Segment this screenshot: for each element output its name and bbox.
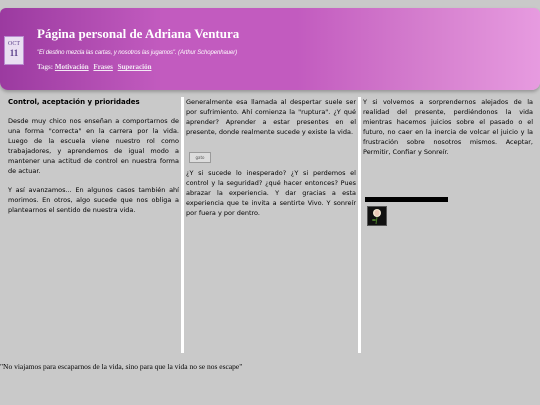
tag-superacion[interactable]: Superación xyxy=(117,63,152,71)
paragraph: Desde muy chico nos enseñan a comportarnos de una forma "correcta" en la carrera por la vida. Luego de la escuela viene nuestro rol como trabajadores, y aprendemos de igual modo a mantener una actitud de control en nuestra forma de actuar. xyxy=(8,117,179,175)
column-divider xyxy=(358,97,361,353)
flower-icon xyxy=(368,207,386,225)
tags-label: Tags: xyxy=(37,63,54,71)
column-divider xyxy=(181,97,184,353)
post-title: Control, aceptación y prioridades xyxy=(8,98,140,106)
black-bar xyxy=(365,197,448,202)
flower-image xyxy=(367,206,387,226)
paragraph: ¿Y si sucede lo inesperado? ¿Y si perdemos el control y la seguridad? ¿qué hacer entonces? Pues abrazar la experiencia. Y dar gracias a esta experiencia que te invita a sentirte Vivo. Y sonreír por fuera y por dentro. xyxy=(186,169,356,217)
paragraph: Y si volvemos a sorprendernos alejados de la realidad del presente, perdiéndonos la vida mientras hacemos juicios sobre el pasado o el futuro, no caer en la inercia de volcar el juicio y la frustración sobre nosotros mismos. Aceptar, Permitir, Confiar y Sonreír. xyxy=(363,98,533,156)
date-day: 11 xyxy=(9,48,19,58)
date-badge xyxy=(4,36,24,65)
page-title[interactable]: Página personal de Adriana Ventura xyxy=(37,26,240,41)
footer-quote: "No viajamos para escaparnos de la vida, sino para que la vida no se nos escape" xyxy=(0,362,243,371)
paragraph: Generalmente esa llamada al despertar suele ser por sufrimiento. Ahí comienza la "ruptura". ¿Y qué aprender? Aprender a estar presentes en el presente, donde realmente sucede y existe la vida. xyxy=(186,98,356,136)
column-3 xyxy=(363,97,533,351)
tags-bar xyxy=(37,63,154,71)
tag-motivacion[interactable]: Motivación xyxy=(54,63,89,71)
date-month: OCT xyxy=(8,41,20,47)
paragraph: Y así avanzamos... En algunos casos también ahí morimos. En otros, algo sucede que nos obliga a plantearnos el sentido de nuestra vida. xyxy=(8,186,179,214)
tag-frases[interactable]: Frases xyxy=(93,63,113,71)
header-banner xyxy=(0,8,540,90)
column-1 xyxy=(8,97,179,351)
page-subtitle: "El destino mezcla las cartas, y nosotros las jugamos". (Arthur Schopenhauer) xyxy=(37,50,237,56)
column-2 xyxy=(186,97,356,351)
broken-image-icon: gato xyxy=(189,152,211,163)
